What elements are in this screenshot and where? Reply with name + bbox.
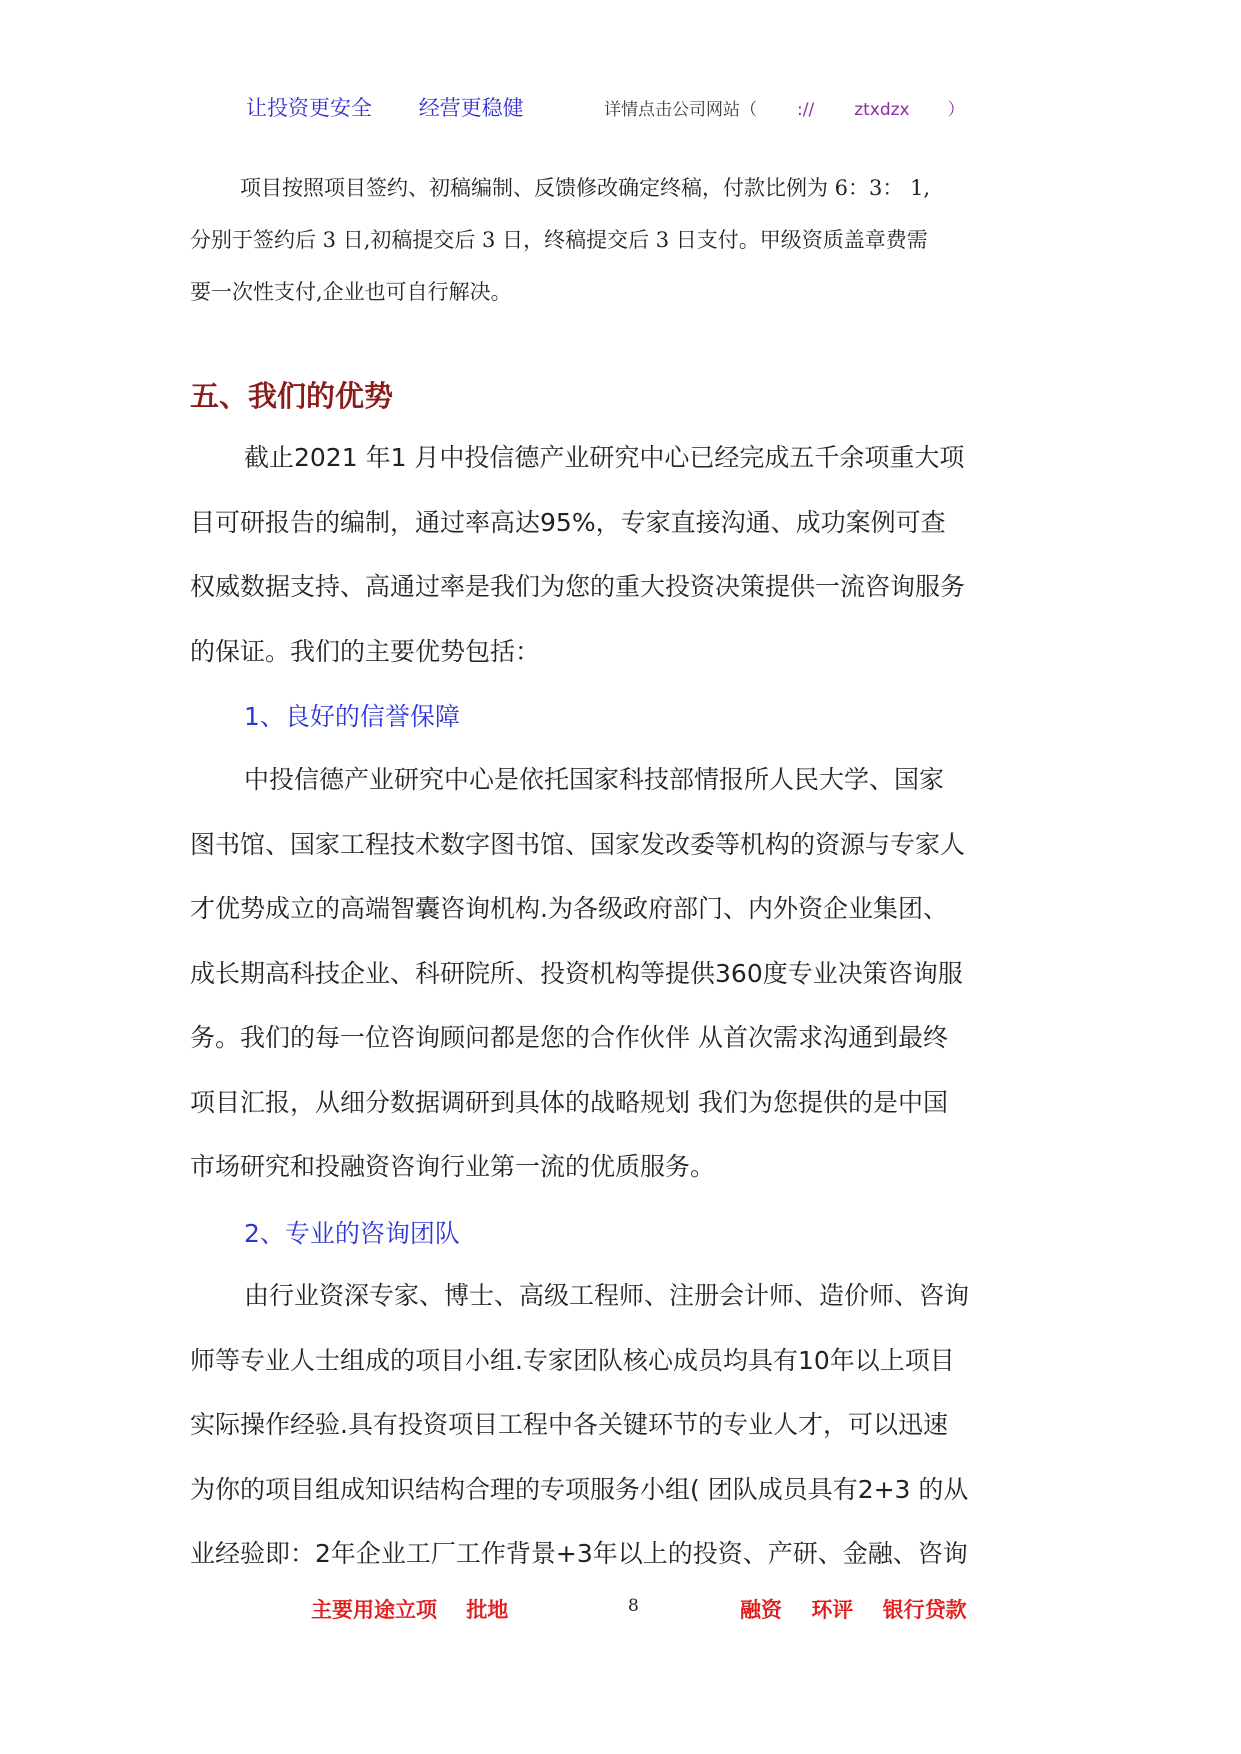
text-line: 目可研报告的编制，通过率高达95%，专家直接沟通、成功案例可查 <box>190 507 946 537</box>
text-line: 务。我们的每一位咨询顾问都是您的合作伙伴 从首次需求沟通到最终 <box>190 1023 948 1052</box>
footer-label-project-approval: 主要用途立项 <box>311 1598 437 1622</box>
subheading-consulting-team: 2、专业的咨询团队 <box>244 1219 460 1248</box>
reputation-paragraph <box>190 748 1070 1200</box>
text-line: 要一次性支付,企业也可自行解决。 <box>190 280 512 304</box>
footer-label-financing: 融资 <box>740 1598 782 1622</box>
text-line: 由行业资深专家、博士、高级工程师、注册会计师、造价师、咨询 <box>244 1281 970 1310</box>
header-slogan-stable-operation: 经营更稳健 <box>418 96 524 120</box>
text-line: 分别于签约后 3 日,初稿提交后 3 日，终稿提交后 3 日支付。甲级资质盖章费需 <box>190 228 928 252</box>
text-line: 为你的项目组成知识结构合理的专项服务小组( 团队成员具有2+3 的从 <box>190 1474 969 1504</box>
website-label: 详情点击公司网站（ <box>604 100 757 120</box>
header-slogan-safe-investment: 让投资更安全 <box>246 96 372 120</box>
text-line: 截止2021 年1 月中投信德产业研究中心已经完成五千余项重大项 <box>244 443 965 472</box>
header-website-link[interactable] <box>604 95 965 120</box>
footer-label-bank-loan: 银行贷款 <box>882 1598 967 1622</box>
page-number: 8 <box>628 1596 639 1616</box>
consulting-team-paragraph <box>190 1264 1070 1587</box>
website-label-close: ） <box>947 100 965 120</box>
text-line: 项目按照项目签约、初稿编制、反馈修改确定终稿，付款比例为 6：3： 1, <box>240 176 931 200</box>
section-title: 五、我们的优势 <box>190 379 394 413</box>
text-line: 市场研究和投融资咨询行业第一流的优质服务。 <box>190 1152 716 1181</box>
website-url-scheme[interactable]: :// <box>797 100 815 120</box>
text-line: 的保证。我们的主要优势包括： <box>190 636 541 666</box>
text-line: 权威数据支持、高通过率是我们为您的重大投资决策提供一流咨询服务 <box>190 572 966 601</box>
advantages-intro-paragraph <box>190 426 1070 684</box>
text-line: 才优势成立的高端智囊咨询机构.为各级政府部门、内外资企业集团、 <box>190 894 948 923</box>
text-line: 中投信德产业研究中心是依托国家科技部情报所人民大学、国家 <box>244 765 945 794</box>
footer-uses-left <box>311 1594 508 1624</box>
footer-uses-right <box>740 1594 967 1624</box>
text-line: 项目汇报，从细分数据调研到具体的战略规划 我们为您提供的是中国 <box>190 1087 948 1117</box>
header-slogans <box>246 92 524 122</box>
payment-terms-paragraph <box>190 162 1060 318</box>
text-line: 业经验即：2年企业工厂工作背景+3年以上的投资、产研、金融、咨询 <box>190 1539 968 1568</box>
subheading-reputation: 1、良好的信誉保障 <box>244 702 460 731</box>
footer-label-land-approval: 批地 <box>466 1598 509 1622</box>
footer-label-environmental-assessment: 环评 <box>811 1598 854 1622</box>
text-line: 师等专业人士组成的项目小组.专家团队核心成员均具有10年以上项目 <box>190 1345 955 1375</box>
text-line: 图书馆、国家工程技术数字图书馆、国家发改委等机构的资源与专家人 <box>190 829 966 859</box>
text-line: 实际操作经验.具有投资项目工程中各关键环节的专业人才，可以迅速 <box>190 1410 948 1439</box>
website-url-domain[interactable]: ztxdzx <box>854 100 910 120</box>
text-line: 成长期高科技企业、科研院所、投资机构等提供360度专业决策咨询服 <box>190 958 963 988</box>
